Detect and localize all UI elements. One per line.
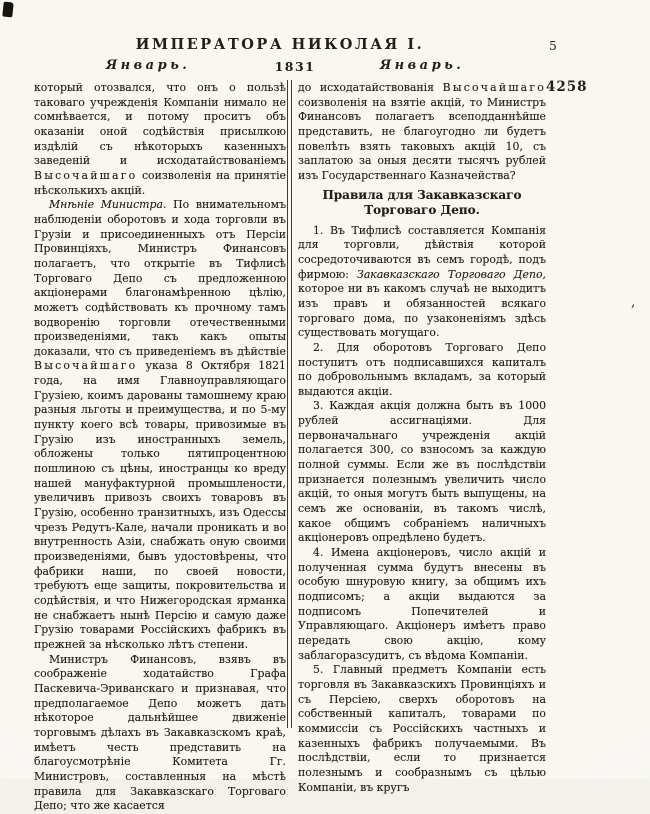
paragraph-continuation: [34, 81, 286, 198]
paragraph-minister-finance: [34, 653, 286, 814]
text-run: 1. Въ Тифлисѣ составляется Компанія для торговли, дѣйствія которой сосредоточиваются въ семъ городѣ, подъ фирмою:: [298, 223, 546, 281]
text-run: указа 8 Октября 1821 года, на имя Главноуправляющаго Грузіею, коимъ дарованы тамошнему краю разныя льготы и преимущества, и по 5-му пункту коего всѣ товары, привозимые въ Грузію изъ иностранныхъ земель, обложены только пятипроцентною пошлиною съ цѣны, иностранцы ко вреду нашей мануфактурной промышлености, увеличивъ привозъ своихъ товаровъ въ Грузію, особенно транзитныхъ, изъ Одессы чрезъ Редутъ-Кале, начали проникать и во внутренность Азіи, снабжать оную своими произведеніями, бывъ удостовѣрены, что фабрики наши, по своей новости, требуютъ еще защиты, покровительства и содѣйствія, и что Нижегородская ярманка не снабжаетъ нынѣ Персію и самую даже Грузію товарами Россійскихъ фабрикъ въ прежней за нѣсколько лѣтъ степени.: [34, 359, 286, 651]
paragraph-ministers-opinion: [34, 198, 286, 652]
text-run: 2. Для оборотовъ Торговаго Депо поступитъ отъ подписавшихся капиталъ по добровольнымъ вкладамъ, за который выдаются акціи.: [298, 340, 546, 398]
text-run: соизволенія на взятіе акцій, то Министръ Финансовъ полагаетъ всеподданнѣйше представить, не благоугодно ли будетъ повелѣть взять таковыхъ акцій 10, съ заплатою за оныя десяти тысячъ рублей изъ Государственнаго Казначейства?: [298, 95, 546, 182]
month-label-right: Январь.: [379, 58, 465, 73]
text-run: 3. Каждая акція должна быть въ 1000 рублей ассигнаціями. Для первоначальнаго учрежденія акцій полагается 300, со взносомъ за каждую полной суммы. Если же въ послѣдствіи признается полезнымъ увеличить число акцій, то оныя могутъ быть выпущены, на семъ же основаніи, въ такомъ числѣ, какое общимъ собраніемъ наличныхъ акціонеровъ опредѣлено будетъ.: [298, 399, 546, 545]
text-run: , которое ни въ какомъ случаѣ не выходитъ изъ правъ и обязанностей всякаго торговаго дома, по узаконеніямъ здѣсь существовать могущаго.: [298, 267, 546, 340]
act-number: 4258: [546, 79, 588, 95]
margin-ink-mark: ,: [631, 294, 636, 310]
paragraph-continuation: [298, 81, 546, 184]
text-run: 4. Имена акціонеровъ, число акцій и полученная сумма будутъ внесены въ особую шнуровую книгу, за общимъ ихъ подписомъ; а акціи выдаются за подписомъ Попечителей и Управляющаго. Акціонеръ имѣетъ право передать свою акцію, кому заблагоразсудитъ, съ вѣдома Компаніи.: [298, 546, 546, 662]
section-heading-rules: Правила для Закавказскаго Торговаго Депо.: [322, 187, 522, 218]
text-run: По внимательномъ наблюденіи оборотовъ и хода торговли въ Грузіи и присоединенныхъ отъ Персіи Провинціяхъ, Министръ Финансовъ полагаетъ, что открытіе въ Тифлисѣ Торговаго Депо съ предложенною акціонерами благонамѣренною цѣлію, можетъ содѣйствовать къ прочному тамъ водворенію торговли отечественными произведеніями, такъ какъ опыты доказали, что съ приведеніемъ въ дѣйствіе: [34, 198, 287, 358]
article-5: [298, 663, 546, 795]
page-number: 5: [549, 39, 557, 53]
letterspaced-text: Высочайшаго: [34, 359, 138, 373]
month-label-left: Январь.: [105, 58, 191, 73]
article-4: [298, 546, 546, 663]
scan-smudge-top-left: [2, 2, 14, 18]
right-column: [298, 81, 546, 795]
text-run: до исходатайствованія: [298, 81, 443, 94]
text-run: соизволенія на принятіе нѣсколькихъ акцій.: [34, 168, 286, 197]
text-run: Министръ Финансовъ, взявъ въ соображеніе ходатайство Графа Паскевича-Эриванскаго и признавая, что предполагаемое Депо можетъ дать нѣкоторое дальнѣйшее движеніе торговымъ дѣлахъ въ Закавказскомъ краѣ, имѣетъ честь представить на благоусмотрѣніе Комитета Гг. Министровъ, составленныя на мѣстѣ правила для Закавказскаго Торговаго Депо; что же касается: [34, 652, 286, 813]
emphasis-text: Закавказскаго Торговаго Депо: [357, 267, 543, 281]
article-2: [298, 341, 546, 400]
letterspaced-text: Высочайшаго: [34, 168, 138, 182]
text-run: который отозвался, что онъ о пользѣ таковаго учрежденія Компаніи нимало не сомнѣвается, и потому проситъ объ оказаніи оной содѣйствія присылкою издѣлій съ нѣкоторыхъ казенныхъ заведеній и исходатайствованіемъ: [34, 81, 286, 168]
letterspaced-text: Высочайшаго: [442, 81, 546, 94]
column-divider: [287, 80, 292, 728]
running-head-title: ИМПЕРАТОРА НИКОЛАЯ I.: [135, 36, 425, 53]
left-column: [34, 81, 286, 814]
text-run: 5. Главный предметъ Компаніи есть торговля въ Закавказскихъ Провинціяхъ и съ Персіею, сверхъ оборотовъ на собственный капиталъ, товарами по коммиссіи съ Россійскихъ частныхъ и казенныхъ фабрикъ получаемыми. Въ послѣдствіи, если то признается полезнымъ и сообразнымъ съ цѣлью Компаніи, въ кругъ: [298, 663, 546, 794]
article-1: [298, 224, 546, 341]
article-3: [298, 399, 546, 546]
emphasis-text: Мнѣніе Министра.: [49, 198, 167, 212]
year-label: 1831: [274, 59, 316, 74]
